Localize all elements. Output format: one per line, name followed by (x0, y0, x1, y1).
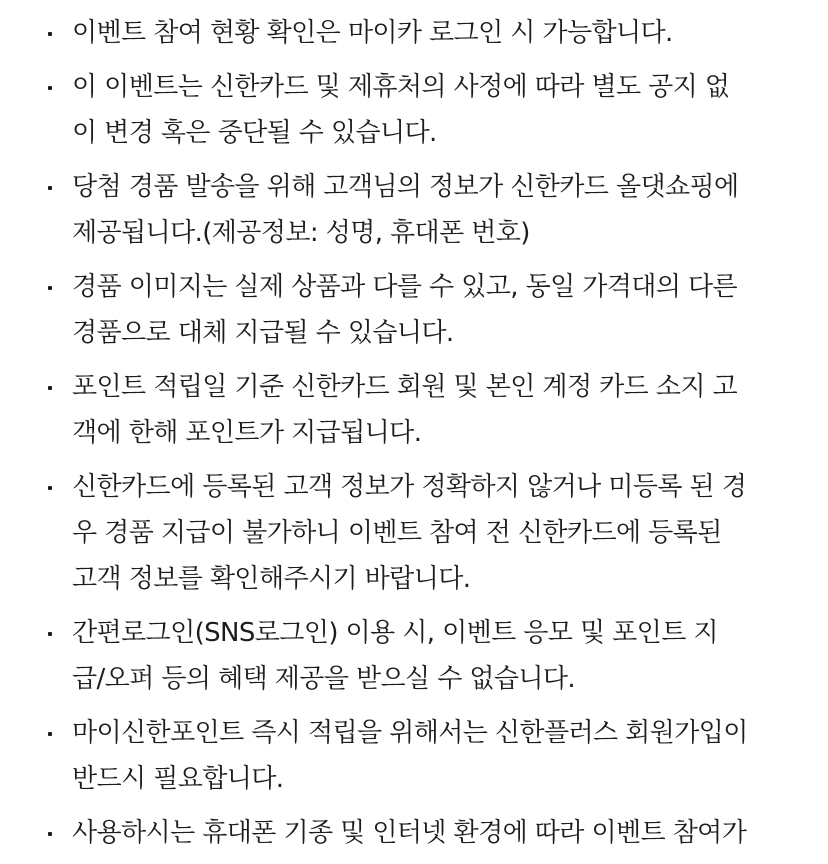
notice-item (0, 610, 828, 702)
notice-text: 마이신한포인트 즉시 적립을 위해서는 신한플러스 회원가입이 (72, 718, 748, 748)
notice-text: 포인트 적립일 기준 신한카드 회원 및 본인 계정 카드 소지 고 (72, 372, 738, 402)
notice-text: 반드시 필요합니다. (72, 764, 284, 794)
notice-item (0, 264, 828, 356)
notice-text: 경품으로 대체 지급될 수 있습니다. (72, 318, 454, 348)
bullet-icon (48, 186, 52, 190)
bullet-icon (48, 486, 52, 490)
notice-text: 이 이벤트는 신한카드 및 제휴처의 사정에 따라 별도 공지 없 (72, 72, 730, 102)
bullet-icon (48, 32, 52, 36)
notice-item (0, 364, 828, 456)
bullet-icon (48, 732, 52, 736)
notice-item (0, 10, 828, 56)
notice-item (0, 810, 828, 856)
notice-text: 급/오퍼 등의 혜택 제공을 받으실 수 없습니다. (72, 664, 576, 694)
notice-text: 경품 이미지는 실제 상품과 다를 수 있고, 동일 가격대의 다른 (72, 272, 738, 302)
notice-text: 당첨 경품 발송을 위해 고객님의 정보가 신한카드 올댓쇼핑에 (72, 172, 739, 202)
bullet-icon (48, 832, 52, 836)
notice-text: 간편로그인(SNS로그인) 이용 시, 이벤트 응모 및 포인트 지 (72, 618, 718, 648)
notice-text: 객에 한해 포인트가 지급됩니다. (72, 418, 422, 448)
bullet-icon (48, 86, 52, 90)
notice-text: 우 경품 지급이 불가하니 이벤트 참여 전 신한카드에 등록된 (72, 518, 722, 548)
notice-text: 신한카드에 등록된 고객 정보가 정확하지 않거나 미등록 된 경 (72, 472, 747, 502)
notice-text: 사용하시는 휴대폰 기종 및 인터넷 환경에 따라 이벤트 참여가 (72, 818, 747, 848)
notice-item (0, 64, 828, 156)
bullet-icon (48, 632, 52, 636)
notice-list (0, 10, 828, 864)
bullet-icon (48, 286, 52, 290)
notice-item (0, 164, 828, 256)
notice-text: 이 변경 혹은 중단될 수 있습니다. (72, 118, 437, 148)
notice-text: 고객 정보를 확인해주시기 바랍니다. (72, 564, 471, 594)
notice-text: 이벤트 참여 현황 확인은 마이카 로그인 시 가능합니다. (72, 18, 673, 48)
notice-item (0, 464, 828, 602)
bullet-icon (48, 386, 52, 390)
notice-text: 제공됩니다.(제공정보: 성명, 휴대폰 번호) (72, 218, 530, 248)
notice-item (0, 710, 828, 802)
